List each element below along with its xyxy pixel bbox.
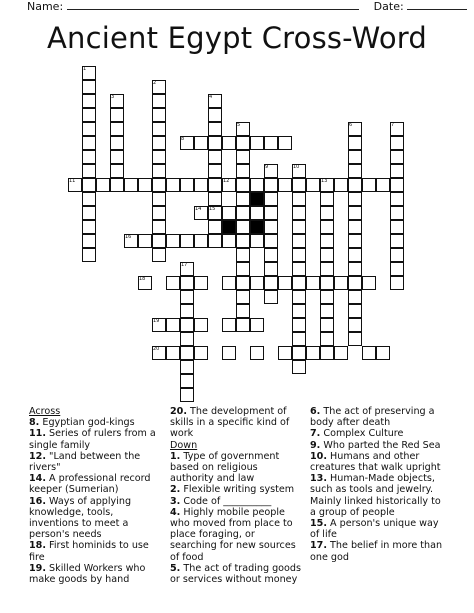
grid-cell[interactable] <box>376 346 390 360</box>
grid-cell[interactable] <box>236 206 250 220</box>
cell-number: 7 <box>391 122 395 128</box>
grid-cell[interactable] <box>348 248 362 262</box>
grid-cell[interactable] <box>152 136 166 150</box>
clue-item <box>310 406 444 428</box>
page-title: Ancient Egypt Cross-Word <box>46 21 428 55</box>
grid-cell[interactable] <box>264 262 278 276</box>
clue-number: 17. <box>310 540 327 552</box>
cell-number: 2 <box>153 80 157 86</box>
grid-cell[interactable] <box>250 276 264 290</box>
grid-cell[interactable] <box>390 206 404 220</box>
grid-cell[interactable] <box>180 346 194 360</box>
grid-cell[interactable] <box>250 178 264 192</box>
clue-text: Human-Made objects, such as tools and jewelry. Mainly linked historically to a group of people <box>310 473 441 518</box>
grid-cell[interactable] <box>278 276 292 290</box>
grid-cell[interactable] <box>82 248 96 262</box>
date-label: Date: <box>373 0 404 13</box>
grid-cell[interactable] <box>236 276 250 290</box>
grid-cell[interactable] <box>292 248 306 262</box>
across-heading: Across <box>29 406 61 417</box>
grid-cell[interactable] <box>166 346 180 360</box>
cell-number: 9 <box>265 164 269 170</box>
clue-number: 8. <box>29 417 40 429</box>
grid-cell[interactable] <box>82 178 96 192</box>
grid-cell[interactable] <box>152 108 166 122</box>
clue-text: Who parted the Red Sea <box>320 439 441 451</box>
grid-cell[interactable] <box>348 332 362 346</box>
cell-number: 5 <box>237 122 241 128</box>
clues-column-3 <box>310 406 444 563</box>
across-clue-list <box>29 417 159 585</box>
grid-cell[interactable] <box>292 332 306 346</box>
grid-cell[interactable] <box>194 346 208 360</box>
grid-cell[interactable] <box>166 234 180 248</box>
grid-cell[interactable] <box>110 122 124 136</box>
clue-item <box>29 451 159 473</box>
grid-cell[interactable] <box>82 164 96 178</box>
grid-cell[interactable] <box>264 234 278 248</box>
grid-cell[interactable] <box>222 136 236 150</box>
grid-cell[interactable] <box>250 346 264 360</box>
grid-cell[interactable] <box>264 290 278 304</box>
grid-cell[interactable] <box>362 276 376 290</box>
grid-cell[interactable] <box>208 220 222 234</box>
down-heading: Down <box>170 439 198 451</box>
grid-cell[interactable] <box>152 192 166 206</box>
grid-cell[interactable] <box>390 276 404 290</box>
clue-item <box>29 417 159 428</box>
clue-number: 1. <box>170 450 181 462</box>
grid-cell[interactable] <box>222 346 236 360</box>
clue-text: A professional record keeper (Sumerian) <box>29 473 151 496</box>
cell-number: 20 <box>153 346 160 352</box>
grid-cell[interactable] <box>390 234 404 248</box>
grid-cell[interactable] <box>348 220 362 234</box>
clue-number: 5. <box>170 562 181 574</box>
grid-cell[interactable] <box>348 206 362 220</box>
grid-cell[interactable] <box>82 234 96 248</box>
grid-cell[interactable] <box>348 164 362 178</box>
clue-item <box>29 496 159 541</box>
blocked-cell <box>222 220 236 234</box>
clue-item <box>170 496 304 507</box>
cell-number: 14 <box>195 206 202 212</box>
grid-cell[interactable] <box>208 108 222 122</box>
clue-text: Egyptian god-kings <box>39 417 135 429</box>
clue-item <box>170 507 304 563</box>
grid-cell[interactable] <box>348 304 362 318</box>
cell-number: 18 <box>139 276 146 282</box>
grid-cell[interactable] <box>278 136 292 150</box>
grid-cell[interactable] <box>264 178 278 192</box>
grid-cell[interactable] <box>320 220 334 234</box>
grid-cell[interactable] <box>292 206 306 220</box>
clue-text: Humans and other creatures that walk upright <box>310 450 441 474</box>
grid-cell[interactable] <box>306 276 320 290</box>
grid-cell[interactable] <box>292 318 306 332</box>
cell-number: 15 <box>209 206 216 212</box>
grid-cell[interactable] <box>362 346 376 360</box>
grid-cell[interactable] <box>390 164 404 178</box>
clues-column-2 <box>170 406 304 585</box>
grid-cell[interactable] <box>390 136 404 150</box>
grid-cell[interactable] <box>292 234 306 248</box>
clue-number: 16. <box>29 495 46 507</box>
grid-cell[interactable] <box>110 136 124 150</box>
grid-cell[interactable] <box>278 178 292 192</box>
grid-cell[interactable] <box>82 220 96 234</box>
grid-cell[interactable] <box>250 136 264 150</box>
grid-cell[interactable] <box>96 178 110 192</box>
clue-number: 20. <box>170 406 187 417</box>
clue-number: 12. <box>29 450 46 462</box>
clue-number: 19. <box>29 562 46 574</box>
grid-cell[interactable] <box>236 136 250 150</box>
grid-cell[interactable] <box>208 178 222 192</box>
grid-cell[interactable] <box>334 276 348 290</box>
grid-cell[interactable] <box>166 318 180 332</box>
clue-item <box>310 451 444 473</box>
grid-cell[interactable] <box>320 346 334 360</box>
cell-number: 13 <box>321 178 328 184</box>
grid-cell[interactable] <box>194 178 208 192</box>
grid-cell[interactable] <box>180 290 194 304</box>
grid-cell[interactable] <box>320 332 334 346</box>
grid-cell[interactable] <box>292 276 306 290</box>
name-label: Name: <box>27 0 64 13</box>
grid-cell[interactable] <box>138 178 152 192</box>
clue-text: Highly mobile people who moved from place to place foraging, or searching for new sources of food <box>170 506 296 563</box>
clue-number: 18. <box>29 540 46 552</box>
grid-cell[interactable] <box>320 290 334 304</box>
cell-number: 12 <box>223 178 230 184</box>
grid-cell[interactable] <box>348 192 362 206</box>
clue-number: 2. <box>170 484 181 496</box>
grid-cell[interactable] <box>390 248 404 262</box>
grid-cell[interactable] <box>320 248 334 262</box>
clue-number: 7. <box>310 428 321 440</box>
grid-cell[interactable] <box>320 234 334 248</box>
clue-number: 13. <box>310 473 327 485</box>
grid-cell[interactable] <box>390 262 404 276</box>
clue-number: 9. <box>310 439 321 451</box>
grid-cell[interactable] <box>320 304 334 318</box>
clue-text: The development of skills in a specific kind of work <box>170 406 290 440</box>
across-clue-list-continued <box>170 406 304 440</box>
grid-cell[interactable] <box>152 164 166 178</box>
grid-cell[interactable] <box>152 122 166 136</box>
grid-cell[interactable] <box>292 192 306 206</box>
grid-cell[interactable] <box>82 122 96 136</box>
grid-cell[interactable] <box>292 304 306 318</box>
grid-cell[interactable] <box>250 318 264 332</box>
cell-number: 17 <box>181 262 188 268</box>
clue-item <box>310 518 444 540</box>
grid-cell[interactable] <box>82 108 96 122</box>
grid-cell[interactable] <box>264 220 278 234</box>
down-clue-list-continued <box>310 406 444 563</box>
grid-cell[interactable] <box>208 122 222 136</box>
grid-cell[interactable] <box>348 262 362 276</box>
grid-cell[interactable] <box>348 234 362 248</box>
grid-cell[interactable] <box>194 318 208 332</box>
grid-cell[interactable] <box>306 346 320 360</box>
clue-number: 6. <box>310 406 321 417</box>
grid-cell[interactable] <box>152 94 166 108</box>
grid-cell[interactable] <box>348 150 362 164</box>
grid-cell[interactable] <box>208 192 222 206</box>
clue-item <box>310 540 444 562</box>
grid-cell[interactable] <box>362 178 376 192</box>
clue-text: "Land between the rivers" <box>29 450 141 474</box>
grid-cell[interactable] <box>110 150 124 164</box>
grid-cell[interactable] <box>180 360 194 374</box>
grid-cell[interactable] <box>180 276 194 290</box>
clue-text: The act of preserving a body after death <box>310 406 435 429</box>
clue-item <box>310 428 444 439</box>
grid-cell[interactable] <box>278 346 292 360</box>
clue-text: The belief in more than one god <box>310 540 443 563</box>
grid-cell[interactable] <box>320 276 334 290</box>
clue-number: 3. <box>170 495 181 507</box>
grid-cell[interactable] <box>194 234 208 248</box>
cell-number: 6 <box>349 122 353 128</box>
grid-cell[interactable] <box>82 206 96 220</box>
grid-cell[interactable] <box>166 276 180 290</box>
grid-cell[interactable] <box>264 206 278 220</box>
grid-cell[interactable] <box>334 346 348 360</box>
down-clue-list <box>170 451 304 585</box>
grid-cell[interactable] <box>236 220 250 234</box>
clue-item <box>29 473 159 495</box>
clue-number: 4. <box>170 506 181 518</box>
clue-text: Code of __________ <box>180 495 272 507</box>
clue-text: Series of rulers from a single family <box>29 428 156 451</box>
grid-cell[interactable] <box>320 206 334 220</box>
grid-cell[interactable] <box>292 346 306 360</box>
grid-cell[interactable] <box>264 276 278 290</box>
cell-number: 10 <box>293 164 300 170</box>
clue-text: Skilled Workers who make goods by hand <box>29 562 146 586</box>
clue-text: First hominids to use fire <box>29 540 149 563</box>
grid-cell[interactable] <box>180 178 194 192</box>
grid-cell[interactable] <box>180 234 194 248</box>
grid-cell[interactable] <box>82 136 96 150</box>
grid-cell[interactable] <box>236 234 250 248</box>
cell-number: 8 <box>181 136 185 142</box>
grid-cell[interactable] <box>194 276 208 290</box>
grid-cell[interactable] <box>222 318 236 332</box>
grid-cell[interactable] <box>180 374 194 388</box>
cell-number: 11 <box>69 178 76 184</box>
grid-cell[interactable] <box>236 318 250 332</box>
cell-number: 4 <box>209 94 213 100</box>
grid-cell[interactable] <box>180 332 194 346</box>
clue-item <box>170 451 304 485</box>
grid-cell[interactable] <box>180 318 194 332</box>
grid-cell[interactable] <box>110 164 124 178</box>
grid-cell[interactable] <box>110 108 124 122</box>
grid-cell[interactable] <box>292 360 306 374</box>
grid-cell[interactable] <box>208 136 222 150</box>
clue-number: 10. <box>310 450 327 462</box>
grid-cell[interactable] <box>222 206 236 220</box>
clue-text: Type of government based on religious authority and law <box>170 450 280 485</box>
grid-cell[interactable] <box>236 164 250 178</box>
clue-text: The act of trading goods or services without money <box>170 562 302 586</box>
clue-item <box>310 440 444 451</box>
grid-cell[interactable] <box>180 304 194 318</box>
grid-cell[interactable] <box>236 290 250 304</box>
grid-cell[interactable] <box>152 234 166 248</box>
grid-cell[interactable] <box>390 150 404 164</box>
grid-cell[interactable] <box>82 94 96 108</box>
grid-cell[interactable] <box>390 220 404 234</box>
grid-cell[interactable] <box>264 136 278 150</box>
grid-cell[interactable] <box>208 150 222 164</box>
grid-cell[interactable] <box>138 234 152 248</box>
grid-cell[interactable] <box>320 262 334 276</box>
clue-item <box>310 473 444 518</box>
grid-cell[interactable] <box>124 178 138 192</box>
clue-text: Flexible writing system <box>180 484 295 496</box>
grid-cell[interactable] <box>236 262 250 276</box>
grid-cell[interactable] <box>208 164 222 178</box>
grid-cell[interactable] <box>390 192 404 206</box>
grid-cell[interactable] <box>236 192 250 206</box>
grid-cell[interactable] <box>348 318 362 332</box>
grid-cell[interactable] <box>292 220 306 234</box>
grid-cell[interactable] <box>152 178 166 192</box>
grid-cell[interactable] <box>306 178 320 192</box>
grid-cell[interactable] <box>264 248 278 262</box>
grid-cell[interactable] <box>348 276 362 290</box>
clue-item <box>29 563 159 585</box>
grid-cell[interactable] <box>222 276 236 290</box>
grid-cell[interactable] <box>250 234 264 248</box>
grid-cell[interactable] <box>292 178 306 192</box>
grid-cell[interactable] <box>292 262 306 276</box>
grid-cell[interactable] <box>166 178 180 192</box>
grid-cell[interactable] <box>236 150 250 164</box>
clue-text: Ways of applying knowledge, tools, inventions to meet a person's needs <box>29 495 132 541</box>
cell-number: 16 <box>125 234 132 240</box>
clue-item <box>170 484 304 495</box>
grid-cell[interactable] <box>320 318 334 332</box>
clue-item <box>29 428 159 450</box>
blocked-cell <box>250 220 264 234</box>
clue-number: 11. <box>29 428 46 440</box>
grid-cell[interactable] <box>236 304 250 318</box>
clue-item <box>29 540 159 562</box>
grid-cell[interactable] <box>82 80 96 94</box>
grid-cell[interactable] <box>292 290 306 304</box>
grid-cell[interactable] <box>82 150 96 164</box>
grid-cell[interactable] <box>222 234 236 248</box>
grid-cell[interactable] <box>250 206 264 220</box>
grid-cell[interactable] <box>348 136 362 150</box>
grid-cell[interactable] <box>236 178 250 192</box>
grid-cell[interactable] <box>236 248 250 262</box>
grid-cell[interactable] <box>82 192 96 206</box>
grid-cell[interactable] <box>376 178 390 192</box>
clues-column-1 <box>29 406 159 585</box>
grid-cell[interactable] <box>152 220 166 234</box>
grid-cell[interactable] <box>152 150 166 164</box>
clue-text: A person's unique way of life <box>310 518 439 541</box>
cell-number: 19 <box>153 318 160 324</box>
grid-cell[interactable] <box>152 248 166 262</box>
clue-number: 14. <box>29 473 46 485</box>
grid-cell[interactable] <box>264 192 278 206</box>
grid-cell[interactable] <box>110 178 124 192</box>
grid-cell[interactable] <box>348 290 362 304</box>
clue-text: Complex Culture <box>320 428 404 440</box>
grid-cell[interactable] <box>194 136 208 150</box>
grid-cell[interactable] <box>390 178 404 192</box>
grid-cell[interactable] <box>208 234 222 248</box>
grid-cell[interactable] <box>180 388 194 402</box>
clue-number: 15. <box>310 518 327 530</box>
grid-cell[interactable] <box>320 192 334 206</box>
grid-cell[interactable] <box>348 178 362 192</box>
grid-cell[interactable] <box>334 178 348 192</box>
clue-item <box>170 563 304 585</box>
clue-item <box>170 406 304 440</box>
grid-cell[interactable] <box>152 206 166 220</box>
cell-number: 1 <box>83 66 87 72</box>
cell-number: 3 <box>111 94 115 100</box>
blocked-cell <box>250 192 264 206</box>
